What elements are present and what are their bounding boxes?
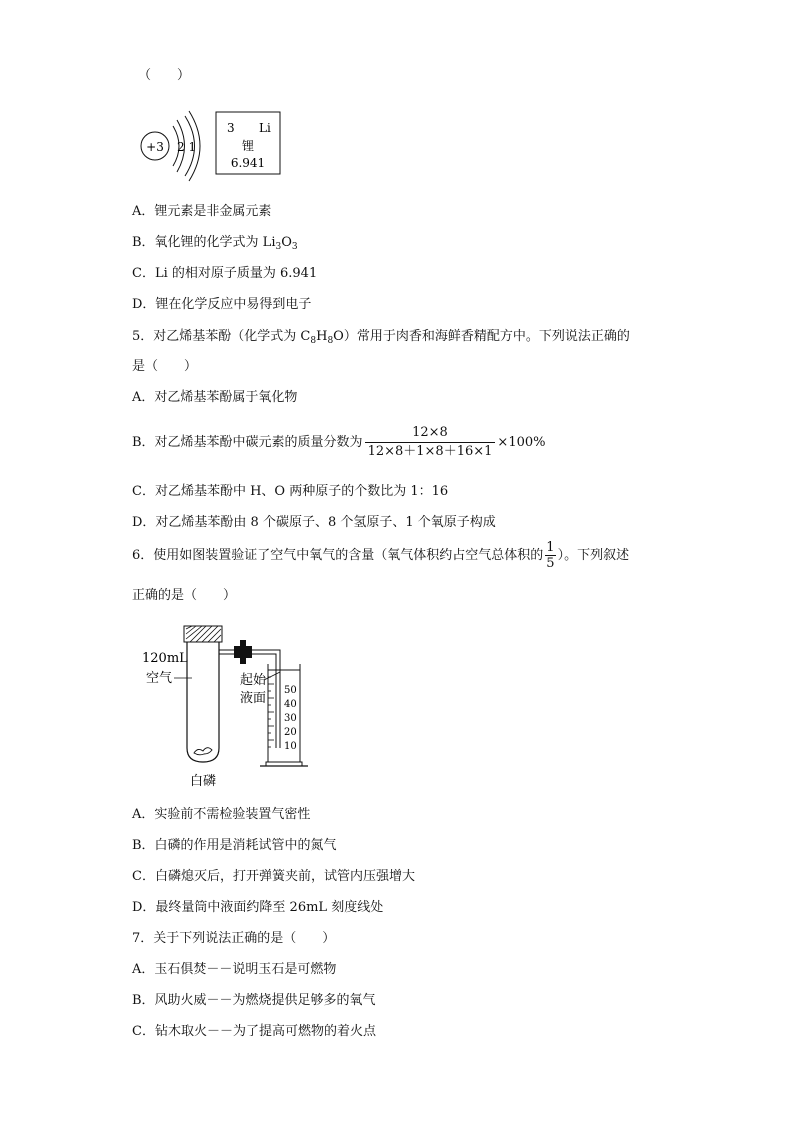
q6-option-b: B．白磷的作用是消耗试管中的氮气 <box>132 838 337 853</box>
one-fifth-fraction: $\frac{1}{5}$ <box>546 540 555 571</box>
nucleus-charge: +3 <box>146 140 164 154</box>
q7-option-c: C．钻木取火－－为了提高可燃物的着火点 <box>132 1024 376 1039</box>
q5-option-d: D．对乙烯基苯酚由 8 个碳原子、8 个氢原子、1 个氧原子构成 <box>132 515 496 530</box>
lithium-atom-figure <box>138 108 288 188</box>
q7-option-a: A．玉石俱焚－－说明玉石是可燃物 <box>132 962 337 977</box>
q4-paren: （ ） <box>138 68 191 83</box>
q7-stem: 7．关于下列说法正确的是（ ） <box>132 931 336 946</box>
white-phosphorus <box>194 748 212 755</box>
element-name: 锂 <box>241 139 255 153</box>
q4-option-d: D．锂在化学反应中易得到电子 <box>132 297 312 312</box>
q5-stem-line1: 5．对乙烯基苯酚（化学式为 $C_8H_8O$）常用于肉香和海鲜香精配方中。下列说法正确的 <box>132 329 630 346</box>
air-label: 空气 <box>146 671 173 686</box>
q6-stem-line1: 6．使用如图装置验证了空气中氧气的含量（氧气体积约占空气总体积的 $\frac{1}{5}$ ）。下列叙述 <box>132 540 630 571</box>
q6-option-d: D．最终量筒中液面约降至 26mL 刻度线处 <box>132 900 384 915</box>
phosphorus-label: 白磷 <box>190 774 217 789</box>
scale-label: 20 <box>284 727 297 738</box>
q5-stem-line2: 是（ ） <box>132 359 198 374</box>
shell-electron-numbers: 2 1 <box>177 140 197 154</box>
atomic-mass: 6.941 <box>230 156 266 170</box>
start-level-label: 液面 <box>240 691 267 706</box>
q4-option-a: A．锂元素是非金属元素 <box>132 204 272 219</box>
q5-option-c: C．对乙烯基苯酚中 H、O 两种原子的个数比为 1：16 <box>132 484 449 499</box>
scale-label: 50 <box>284 685 297 696</box>
carbon-mass-fraction: $\frac{12\times 8}{12\times 8+1\times 8+16\times 1}$ <box>365 424 496 461</box>
apparatus-figure <box>140 620 320 795</box>
scale-label: 10 <box>284 741 297 752</box>
q4-option-b: B．氧化锂的化学式为 $Li_3O_3$ <box>132 235 298 252</box>
q4-option-c: C．Li 的相对原子质量为 6.941 <box>132 266 318 281</box>
q5-option-a: A．对乙烯基苯酚属于氧化物 <box>132 390 298 405</box>
start-level-label: 起始 <box>240 673 267 688</box>
scale-label: 40 <box>284 699 297 710</box>
scale-label: 30 <box>284 713 297 724</box>
atomic-number: 3 <box>227 121 235 135</box>
element-symbol: Li <box>259 121 271 135</box>
q7-option-b: B．风助火威－－为燃烧提供足够多的氧气 <box>132 993 376 1008</box>
q5-option-b: B．对乙烯基苯酚中碳元素的质量分数为 $\frac{12\times 8}{12\times 8+1\times 8+16\times 1}$ ×100% <box>132 425 546 459</box>
test-tube <box>187 642 219 762</box>
volume-label: 120mL <box>142 651 188 666</box>
q6-option-a: A．实验前不需检验装置气密性 <box>132 807 311 822</box>
q6-stem-line2: 正确的是（ ） <box>132 588 237 603</box>
q6-option-c: C．白磷熄灭后，打开弹簧夹前，试管内压强增大 <box>132 869 415 884</box>
level-pointer <box>264 672 280 680</box>
